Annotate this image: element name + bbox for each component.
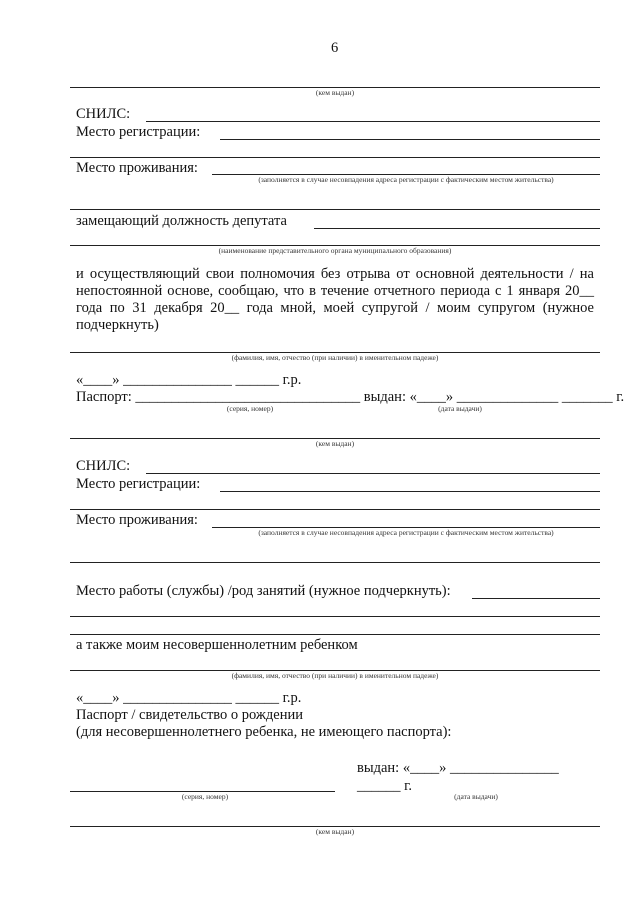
child-passport-certificate-label: Паспорт / свидетельство о рождении [76, 707, 304, 723]
child-issued-date[interactable]: выдан: «____» _______________ [357, 760, 559, 776]
deputy-position-label: замещающий должность депутата [76, 213, 287, 229]
residence-label: Место проживания: [76, 160, 198, 176]
spouse-issue-date-caption: (дата выдачи) [438, 404, 482, 413]
spouse-snils-field[interactable] [146, 473, 600, 474]
spouse-name-caption: (фамилия, имя, отчество (при наличии) в именительном падеже) [231, 353, 439, 362]
residence-caption: (заполняется в случае несовпадения адреса регистрации с фактическим местом жительства) [258, 175, 554, 184]
child-issue-date-caption: (дата выдачи) [454, 792, 498, 801]
child-issue-year[interactable]: ______ г. [357, 778, 413, 794]
spouse-residence-field-cont[interactable] [70, 562, 600, 563]
issued-by-caption-1: (кем выдан) [315, 88, 355, 97]
no-passport-note: (для несовершеннолетнего ребенка, не имеющего паспорта): [76, 724, 452, 740]
registration-field-cont[interactable] [70, 157, 600, 158]
issued-by-caption-3: (кем выдан) [315, 827, 355, 836]
work-place-field-cont-1[interactable] [70, 616, 600, 617]
municipal-body-caption: (наименование представительного органа муниципального образования) [218, 246, 452, 255]
residence-field-cont[interactable] [70, 209, 600, 210]
child-birth-date[interactable]: «____» _______________ ______ г.р. [76, 690, 302, 706]
snils-label: СНИЛС: [76, 106, 131, 122]
spouse-series-caption: (серия, номер) [226, 404, 274, 413]
child-name-caption: (фамилия, имя, отчество (при наличии) в именительном падеже) [231, 671, 439, 680]
spouse-birth-date[interactable]: «____» _______________ ______ г.р. [76, 372, 302, 388]
declaration-text: и осуществляющий свои полномочия без отрыва от основной деятельности / на непостоянной основе, сообщаю, что в течение отчетного периода с 1 января 20__ года по 31 декабря 20__ года мной, моей супругой / моим супругом (нужное подчеркнуть) [76, 266, 594, 333]
minor-child-label: а также моим несовершеннолетним ребенком [76, 637, 358, 653]
issued-by-caption-2: (кем выдан) [315, 439, 355, 448]
spouse-residence-caption: (заполняется в случае несовпадения адреса регистрации с фактическим местом жительства) [258, 528, 554, 537]
spouse-residence-label: Место проживания: [76, 512, 198, 528]
child-series-caption: (серия, номер) [181, 792, 229, 801]
registration-label: Место регистрации: [76, 124, 201, 140]
work-place-field-cont-2[interactable] [70, 634, 600, 635]
registration-field[interactable] [220, 139, 600, 140]
spouse-registration-label: Место регистрации: [76, 476, 201, 492]
work-place-label: Место работы (службы) /род занятий (нужное подчеркнуть): [76, 583, 451, 599]
page-number: 6 [331, 40, 339, 56]
deputy-position-field[interactable] [314, 228, 600, 229]
spouse-passport-line[interactable]: Паспорт: _______________________________ выдан: «____» ______________ _______ г. [76, 389, 625, 405]
work-place-field[interactable] [472, 598, 600, 599]
spouse-registration-field[interactable] [220, 491, 600, 492]
snils-field[interactable] [146, 121, 600, 122]
spouse-snils-label: СНИЛС: [76, 458, 131, 474]
spouse-registration-field-cont[interactable] [70, 509, 600, 510]
